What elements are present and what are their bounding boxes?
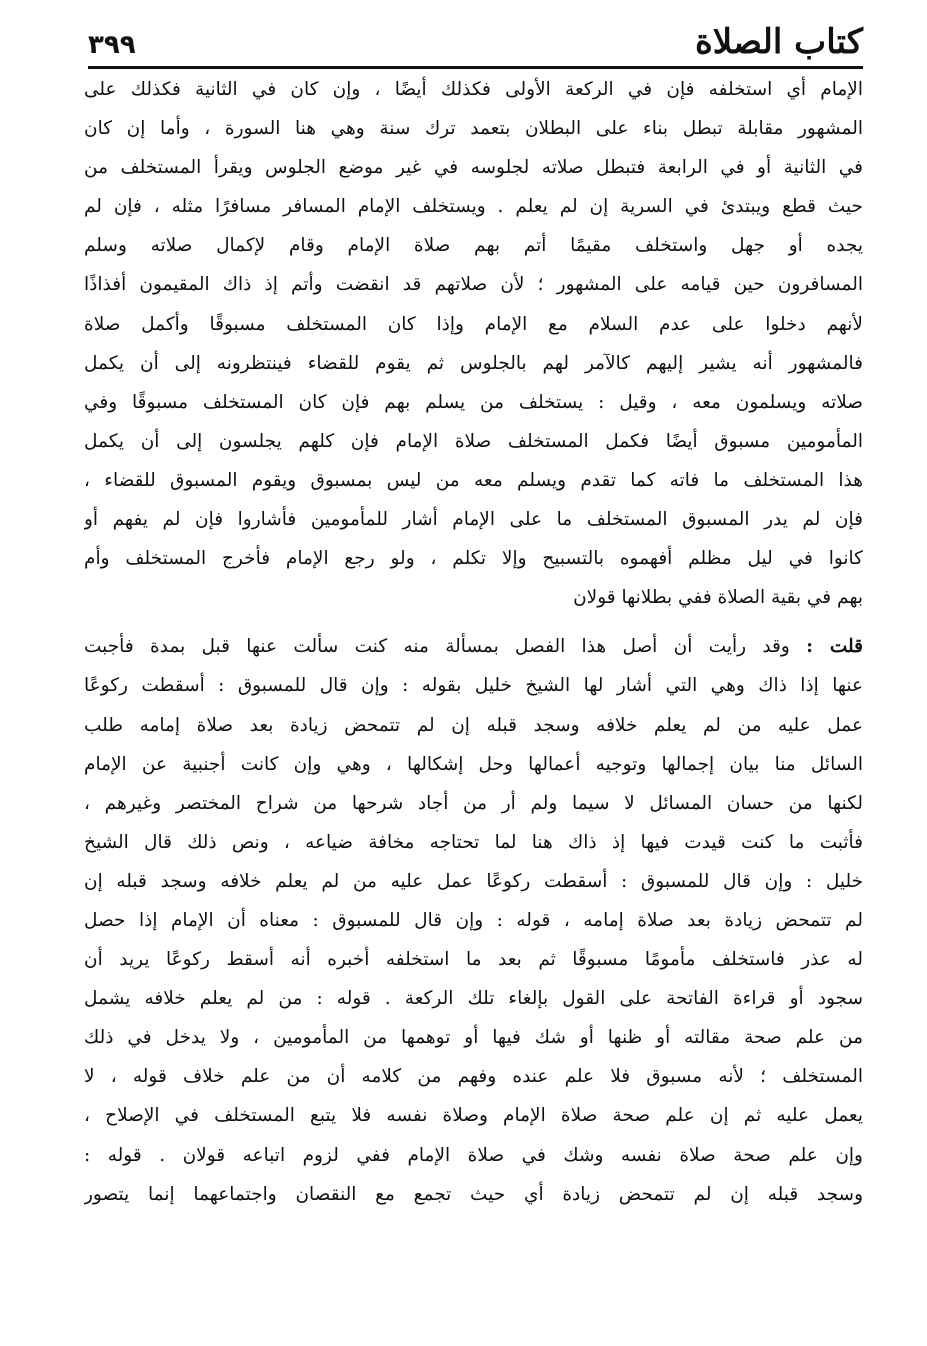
text-line: بهم في بقية الصلاة ففي بطلانها قولان bbox=[573, 587, 863, 609]
text-line: حيث قطع ويبتدئ في السرية إن لم يعلم . ويستخلف الإمام المسافر مسافرًا مثله ، فإن لم bbox=[84, 196, 863, 218]
text-line-first bbox=[84, 627, 863, 666]
text-line: صلاته ويسلمون معه ، وقيل : يستخلف من يسلم بهم فإن كان المستخلف مسبوقًا وفي bbox=[84, 391, 863, 413]
text-line: عمل عليه من لم يعلم خلافه وسجد قبله إن لم تتمحض زيادة بعد صلاة إمامه طلب bbox=[84, 714, 863, 736]
text-line: المستخلف ؛ لأنه مسبوق فلا علم عنده وفهم من كلامه أن من علم خلاف قوله ، لا bbox=[84, 1066, 863, 1088]
paragraph-gap bbox=[84, 617, 863, 627]
text-line: سجود أو قراءة الفاتحة على القول بإلغاء تلك الركعة . قوله : من لم يعلم خلافه يشمل bbox=[84, 988, 863, 1010]
text-line: عنها إذا ذاك وهي التي أشار لها الشيخ خليل بقوله : وإن قال للمسبوق : أسقطت ركوعًا bbox=[84, 675, 863, 697]
page-body bbox=[84, 70, 863, 1214]
text-line: خليل : وإن قال للمسبوق : أسقطت ركوعًا عمل عليه من لم يعلم خلافه وسجد قبله إن bbox=[84, 870, 863, 892]
text-line: له عذر فاستخلف مأمومًا مسبوقًا ثم بعد ما استخلفه أخبره أنه أسقط ركوعًا يريد أن bbox=[84, 949, 863, 971]
text-line: من علم صحة مقالته أو ظنها أو شك فيها أو توهمها من المأمومين ، ولا يدخل في ذلك bbox=[84, 1027, 863, 1049]
text-line: وإن علم صحة صلاة نفسه وشك في صلاة الإمام ففي لزوم اتباعه قولان . قوله : bbox=[84, 1144, 863, 1166]
text-line: فإن لم يدر المسبوق المستخلف ما على الإمام أشار للمأمومين فأشاروا فإن لم يفهم أو bbox=[84, 509, 863, 531]
text-line: الإمام أي استخلفه فإن في الركعة الأولى فكذلك أيضًا ، وإن كان في الثانية فكذلك على bbox=[84, 79, 863, 100]
text-line: لم تتمحض زيادة بعد صلاة إمامه ، قوله : وإن قال للمسبوق : معناه أن الإمام إذا حصل bbox=[84, 909, 863, 931]
text-line: في الثانية أو في الرابعة فتبطل صلاته لجلوسه في غير موضع الجلوس ويقرأ المستخلف من bbox=[84, 157, 863, 179]
paragraph-2 bbox=[84, 627, 863, 1213]
text-line: المشهور مقابلة تبطل بناء على البطلان بتعمد ترك سنة وهي هنا السورة ، وأما إن كان bbox=[84, 118, 863, 140]
text-line: فأثبت ما كنت قيدت فيها إذ ذاك هنا لما تحتاجه مخافة ضياعه ، ونص ذلك قال الشيخ bbox=[84, 831, 863, 853]
text-line-rest: وقد رأيت أن أصل هذا الفصل بمسألة منه كنت سألت عنها قبل بمدة فأجبت bbox=[84, 636, 790, 658]
text-line: هذا المستخلف ما فاته كما تقدم ويسلم معه من ليس بمسبوق ويقوم المسبوق للقضاء ، bbox=[84, 469, 863, 491]
text-line: لأنهم دخلوا على عدم السلام مع الإمام وإذا كان المستخلف مسبوقًا وأكمل صلاة bbox=[84, 313, 863, 335]
page-number: ٣٩٩ bbox=[88, 30, 136, 60]
text-line: المأمومين مسبوق أيضًا فكمل المستخلف صلاة الإمام فإن كلهم يجلسون إلى أن يكمل bbox=[84, 430, 863, 452]
text-line: فالمشهور أنه يشير إليهم كالآمر لهم بالجلوس ثم يقوم للقضاء فينتظرونه إلى أن يكمل bbox=[84, 352, 863, 374]
text-line: السائل منا بيان إجمالها وتوجيه أعمالها وحل إشكالها ، وهي وإن كانت أجنبية عن الإمام bbox=[84, 753, 863, 775]
text-line: يعمل عليه ثم إن علم صحة صلاة الإمام وصلاة نفسه فلا يتبع المستخلف في الإصلاح ، bbox=[84, 1105, 863, 1127]
paragraph-lead: قلت : bbox=[806, 636, 863, 658]
text-line: المسافرون حين قيامه على المشهور ؛ لأن صلاتهم قد انقضت وأتم إذ ذاك المقيمون أفذاذًا bbox=[84, 274, 863, 296]
page-header bbox=[88, 12, 863, 69]
text-line: يجده أو جهل واستخلف مقيمًا أتم بهم صلاة الإمام وقام لإكمال صلاته وسلم bbox=[84, 235, 863, 257]
chapter-title: كتاب الصلاة bbox=[694, 22, 863, 62]
text-line: وسجد قبله إن لم تتمحض زيادة أي حيث تجمع مع النقصان واجتماعهما إنما يتصور bbox=[84, 1183, 863, 1205]
paragraph-1 bbox=[84, 70, 863, 617]
text-line: كانوا في ليل مظلم أفهموه بالتسبيح وإلا تكلم ، ولو رجع الإمام فأخرج المستخلف وأم bbox=[84, 548, 863, 570]
text-line: لكنها من حسان المسائل لا سيما ولم أر من أجاد شرحها من شراح المختصر وغيرهم ، bbox=[84, 792, 863, 814]
